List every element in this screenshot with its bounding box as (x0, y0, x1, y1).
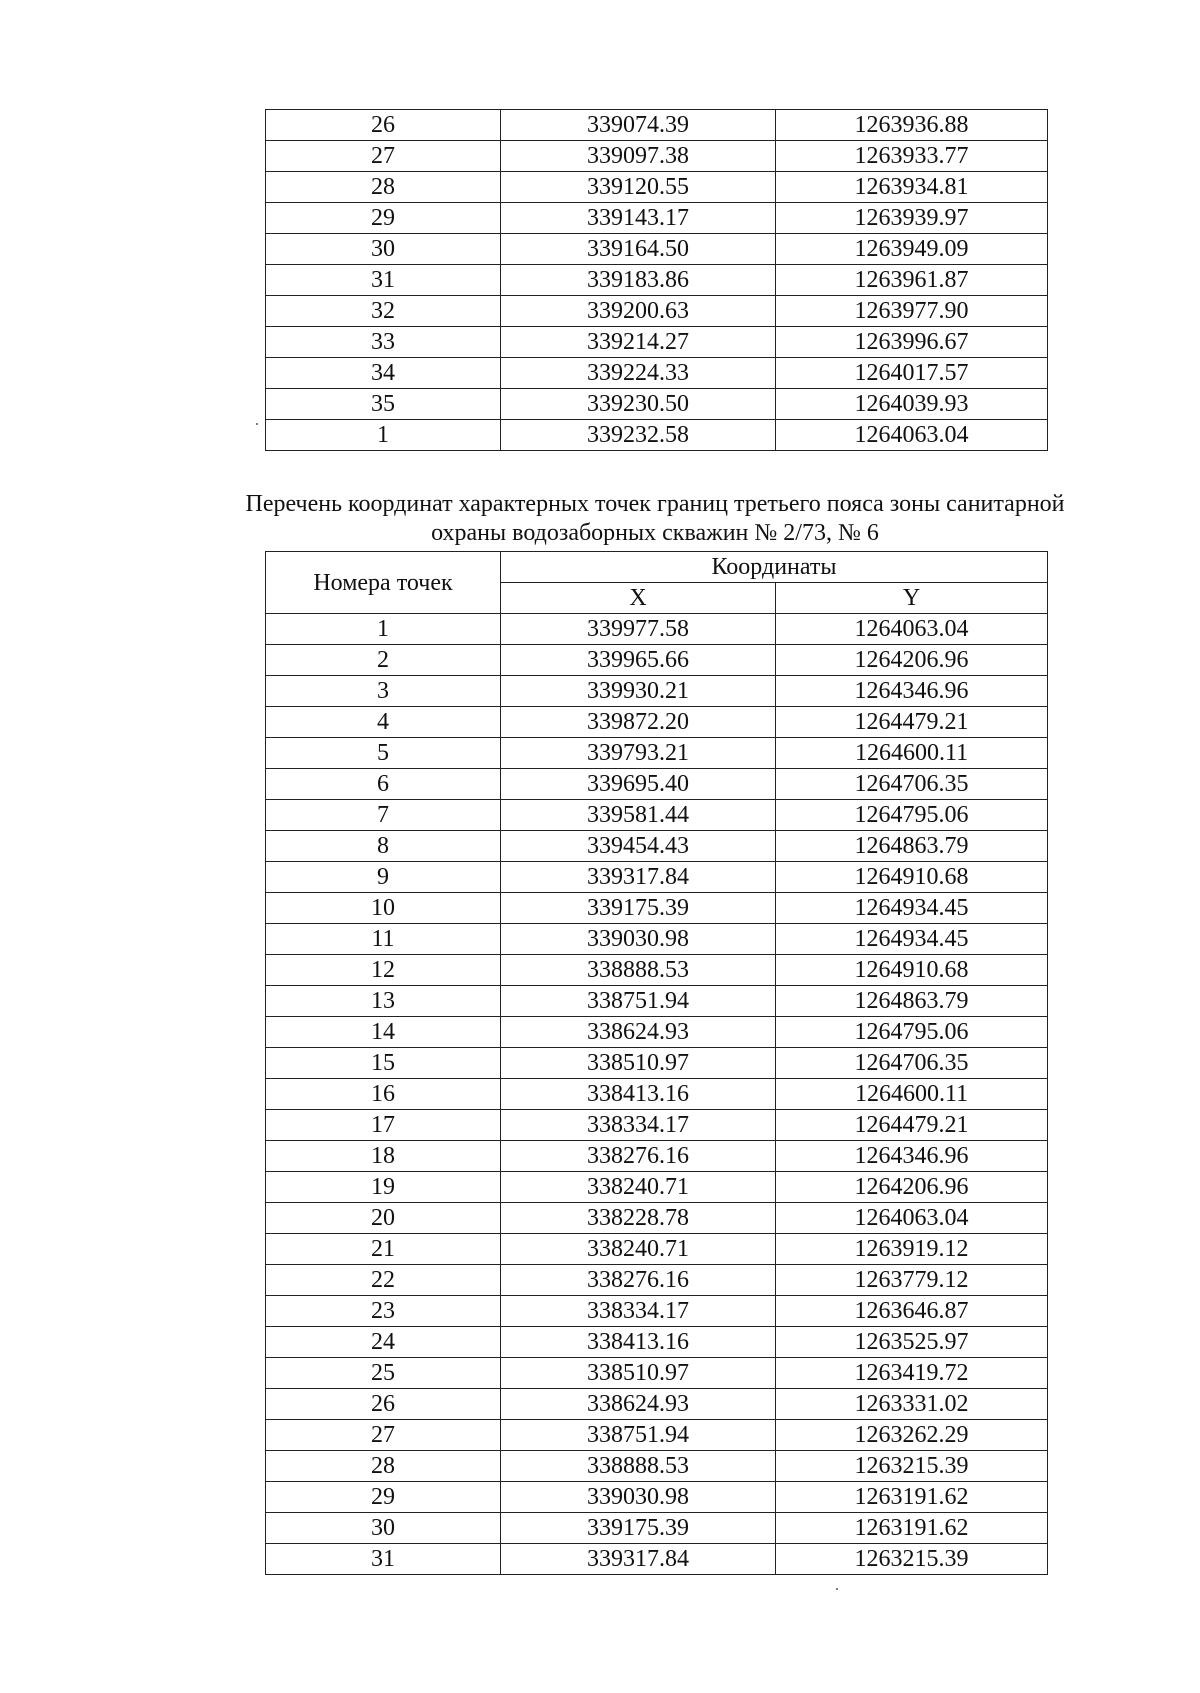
table-row (266, 389, 1048, 420)
x-coordinate-cell: 338334.17 (501, 1110, 776, 1141)
header-coordinates: Координаты (501, 552, 1048, 583)
x-coordinate-cell: 339030.98 (501, 924, 776, 955)
point-number-cell: 25 (266, 1358, 501, 1389)
y-coordinate-cell: 1264934.45 (776, 924, 1048, 955)
third-belt-coordinates-table (265, 551, 1048, 1575)
table-row (266, 1079, 1048, 1110)
y-coordinate-cell: 1264017.57 (776, 358, 1048, 389)
x-coordinate-cell: 339695.40 (501, 769, 776, 800)
point-number-cell: 8 (266, 831, 501, 862)
y-coordinate-cell: 1263949.09 (776, 234, 1048, 265)
y-coordinate-cell: 1264910.68 (776, 862, 1048, 893)
point-number-cell: 28 (266, 1451, 501, 1482)
table-row (266, 296, 1048, 327)
table-row (266, 420, 1048, 451)
x-coordinate-cell: 339175.39 (501, 893, 776, 924)
y-coordinate-cell: 1263191.62 (776, 1482, 1048, 1513)
y-coordinate-cell: 1264479.21 (776, 707, 1048, 738)
y-coordinate-cell: 1264039.93 (776, 389, 1048, 420)
point-number-cell: 27 (266, 141, 501, 172)
x-coordinate-cell: 339030.98 (501, 1482, 776, 1513)
point-number-cell: 35 (266, 389, 501, 420)
y-coordinate-cell: 1264063.04 (776, 614, 1048, 645)
point-number-cell: 6 (266, 769, 501, 800)
point-number-cell: 1 (266, 614, 501, 645)
scan-speck (256, 423, 258, 425)
y-coordinate-cell: 1264206.96 (776, 645, 1048, 676)
y-coordinate-cell: 1263262.29 (776, 1420, 1048, 1451)
x-coordinate-cell: 338413.16 (501, 1079, 776, 1110)
x-coordinate-cell: 339232.58 (501, 420, 776, 451)
x-coordinate-cell: 338276.16 (501, 1141, 776, 1172)
point-number-cell: 30 (266, 1513, 501, 1544)
table-row (266, 1203, 1048, 1234)
x-coordinate-cell: 339074.39 (501, 110, 776, 141)
x-coordinate-cell: 338751.94 (501, 1420, 776, 1451)
table-row (266, 862, 1048, 893)
point-number-cell: 21 (266, 1234, 501, 1265)
y-coordinate-cell: 1263936.88 (776, 110, 1048, 141)
x-coordinate-cell: 339164.50 (501, 234, 776, 265)
point-number-cell: 32 (266, 296, 501, 327)
y-coordinate-cell: 1263977.90 (776, 296, 1048, 327)
y-coordinate-cell: 1264795.06 (776, 800, 1048, 831)
point-number-cell: 9 (266, 862, 501, 893)
point-number-cell: 30 (266, 234, 501, 265)
point-number-cell: 28 (266, 172, 501, 203)
point-number-cell: 12 (266, 955, 501, 986)
y-coordinate-cell: 1264795.06 (776, 1017, 1048, 1048)
y-coordinate-cell: 1263191.62 (776, 1513, 1048, 1544)
point-number-cell: 29 (266, 1482, 501, 1513)
x-coordinate-cell: 338240.71 (501, 1234, 776, 1265)
x-coordinate-cell: 339143.17 (501, 203, 776, 234)
table-row (266, 955, 1048, 986)
x-coordinate-cell: 339793.21 (501, 738, 776, 769)
table-row (266, 924, 1048, 955)
point-number-cell: 26 (266, 110, 501, 141)
point-number-cell: 29 (266, 203, 501, 234)
header-x: X (501, 583, 776, 614)
x-coordinate-cell: 339317.84 (501, 862, 776, 893)
y-coordinate-cell: 1264063.04 (776, 420, 1048, 451)
y-coordinate-cell: 1264479.21 (776, 1110, 1048, 1141)
y-coordinate-cell: 1263933.77 (776, 141, 1048, 172)
section-title-line-2: охраны водозаборных скважин № 2/73, № 6 (431, 520, 879, 546)
x-coordinate-cell: 338240.71 (501, 1172, 776, 1203)
point-number-cell: 33 (266, 327, 501, 358)
table-row (266, 769, 1048, 800)
header-point-numbers: Номера точек (266, 552, 501, 614)
table-row (266, 800, 1048, 831)
point-number-cell: 23 (266, 1296, 501, 1327)
x-coordinate-cell: 338276.16 (501, 1265, 776, 1296)
y-coordinate-cell: 1263939.97 (776, 203, 1048, 234)
x-coordinate-cell: 339454.43 (501, 831, 776, 862)
y-coordinate-cell: 1264346.96 (776, 676, 1048, 707)
coordinates-table-continued (265, 109, 1048, 451)
table-row (266, 1451, 1048, 1482)
y-coordinate-cell: 1263215.39 (776, 1544, 1048, 1575)
x-coordinate-cell: 338510.97 (501, 1048, 776, 1079)
point-number-cell: 17 (266, 1110, 501, 1141)
x-coordinate-cell: 339120.55 (501, 172, 776, 203)
y-coordinate-cell: 1264863.79 (776, 986, 1048, 1017)
point-number-cell: 20 (266, 1203, 501, 1234)
point-number-cell: 18 (266, 1141, 501, 1172)
x-coordinate-cell: 338624.93 (501, 1017, 776, 1048)
section-title-line-1: Перечень координат характерных точек границ третьего пояса зоны санитарной (245, 491, 1065, 517)
table-row (266, 327, 1048, 358)
x-coordinate-cell: 338334.17 (501, 1296, 776, 1327)
table-row (266, 141, 1048, 172)
table-row (266, 1544, 1048, 1575)
x-coordinate-cell: 338888.53 (501, 955, 776, 986)
point-number-cell: 24 (266, 1327, 501, 1358)
x-coordinate-cell: 339224.33 (501, 358, 776, 389)
x-coordinate-cell: 339317.84 (501, 1544, 776, 1575)
point-number-cell: 26 (266, 1389, 501, 1420)
y-coordinate-cell: 1263961.87 (776, 265, 1048, 296)
point-number-cell: 31 (266, 265, 501, 296)
y-coordinate-cell: 1264706.35 (776, 769, 1048, 800)
y-coordinate-cell: 1263919.12 (776, 1234, 1048, 1265)
table-row (266, 986, 1048, 1017)
point-number-cell: 14 (266, 1017, 501, 1048)
table-row (266, 1296, 1048, 1327)
header-y: Y (776, 583, 1048, 614)
table-row (266, 1420, 1048, 1451)
scan-speck (836, 1588, 838, 1590)
table-row (266, 1482, 1048, 1513)
x-coordinate-cell: 339175.39 (501, 1513, 776, 1544)
table-row (266, 1110, 1048, 1141)
table-row (266, 1017, 1048, 1048)
y-coordinate-cell: 1263419.72 (776, 1358, 1048, 1389)
y-coordinate-cell: 1264863.79 (776, 831, 1048, 862)
x-coordinate-cell: 339183.86 (501, 265, 776, 296)
table-row (266, 707, 1048, 738)
point-number-cell: 27 (266, 1420, 501, 1451)
point-number-cell: 31 (266, 1544, 501, 1575)
x-coordinate-cell: 338228.78 (501, 1203, 776, 1234)
table-row (266, 1265, 1048, 1296)
x-coordinate-cell: 339872.20 (501, 707, 776, 738)
table-row (266, 676, 1048, 707)
table-row (266, 738, 1048, 769)
x-coordinate-cell: 339214.27 (501, 327, 776, 358)
y-coordinate-cell: 1263331.02 (776, 1389, 1048, 1420)
y-coordinate-cell: 1264063.04 (776, 1203, 1048, 1234)
table-row (266, 614, 1048, 645)
x-coordinate-cell: 338624.93 (501, 1389, 776, 1420)
table-row (266, 1327, 1048, 1358)
table-row (266, 645, 1048, 676)
x-coordinate-cell: 339930.21 (501, 676, 776, 707)
point-number-cell: 1 (266, 420, 501, 451)
table-row (266, 1172, 1048, 1203)
x-coordinate-cell: 339977.58 (501, 614, 776, 645)
point-number-cell: 11 (266, 924, 501, 955)
table-row (266, 172, 1048, 203)
point-number-cell: 10 (266, 893, 501, 924)
third-belt-coordinates-table-body (266, 614, 1048, 1575)
table-row (266, 358, 1048, 389)
x-coordinate-cell: 339581.44 (501, 800, 776, 831)
table-row (266, 203, 1048, 234)
y-coordinate-cell: 1264706.35 (776, 1048, 1048, 1079)
coordinates-table-continued-body (266, 110, 1048, 451)
y-coordinate-cell: 1263646.87 (776, 1296, 1048, 1327)
y-coordinate-cell: 1264600.11 (776, 738, 1048, 769)
point-number-cell: 2 (266, 645, 501, 676)
x-coordinate-cell: 338751.94 (501, 986, 776, 1017)
y-coordinate-cell: 1263215.39 (776, 1451, 1048, 1482)
table-row (266, 110, 1048, 141)
point-number-cell: 7 (266, 800, 501, 831)
x-coordinate-cell: 338413.16 (501, 1327, 776, 1358)
y-coordinate-cell: 1264910.68 (776, 955, 1048, 986)
point-number-cell: 5 (266, 738, 501, 769)
point-number-cell: 3 (266, 676, 501, 707)
table-row (266, 1358, 1048, 1389)
table-row (266, 831, 1048, 862)
x-coordinate-cell: 339097.38 (501, 141, 776, 172)
y-coordinate-cell: 1264600.11 (776, 1079, 1048, 1110)
x-coordinate-cell: 339200.63 (501, 296, 776, 327)
table-row (266, 1234, 1048, 1265)
x-coordinate-cell: 339965.66 (501, 645, 776, 676)
y-coordinate-cell: 1263996.67 (776, 327, 1048, 358)
table-row (266, 1513, 1048, 1544)
point-number-cell: 4 (266, 707, 501, 738)
x-coordinate-cell: 338888.53 (501, 1451, 776, 1482)
table-row (266, 234, 1048, 265)
y-coordinate-cell: 1264346.96 (776, 1141, 1048, 1172)
y-coordinate-cell: 1263779.12 (776, 1265, 1048, 1296)
table-row (266, 893, 1048, 924)
x-coordinate-cell: 338510.97 (501, 1358, 776, 1389)
section-title (150, 490, 1160, 548)
point-number-cell: 22 (266, 1265, 501, 1296)
table-row (266, 1048, 1048, 1079)
y-coordinate-cell: 1263525.97 (776, 1327, 1048, 1358)
table-row (266, 1389, 1048, 1420)
table-header (266, 552, 1048, 614)
table-row (266, 1141, 1048, 1172)
point-number-cell: 13 (266, 986, 501, 1017)
point-number-cell: 34 (266, 358, 501, 389)
y-coordinate-cell: 1264206.96 (776, 1172, 1048, 1203)
point-number-cell: 16 (266, 1079, 501, 1110)
y-coordinate-cell: 1264934.45 (776, 893, 1048, 924)
x-coordinate-cell: 339230.50 (501, 389, 776, 420)
point-number-cell: 15 (266, 1048, 501, 1079)
table-row (266, 265, 1048, 296)
point-number-cell: 19 (266, 1172, 501, 1203)
y-coordinate-cell: 1263934.81 (776, 172, 1048, 203)
